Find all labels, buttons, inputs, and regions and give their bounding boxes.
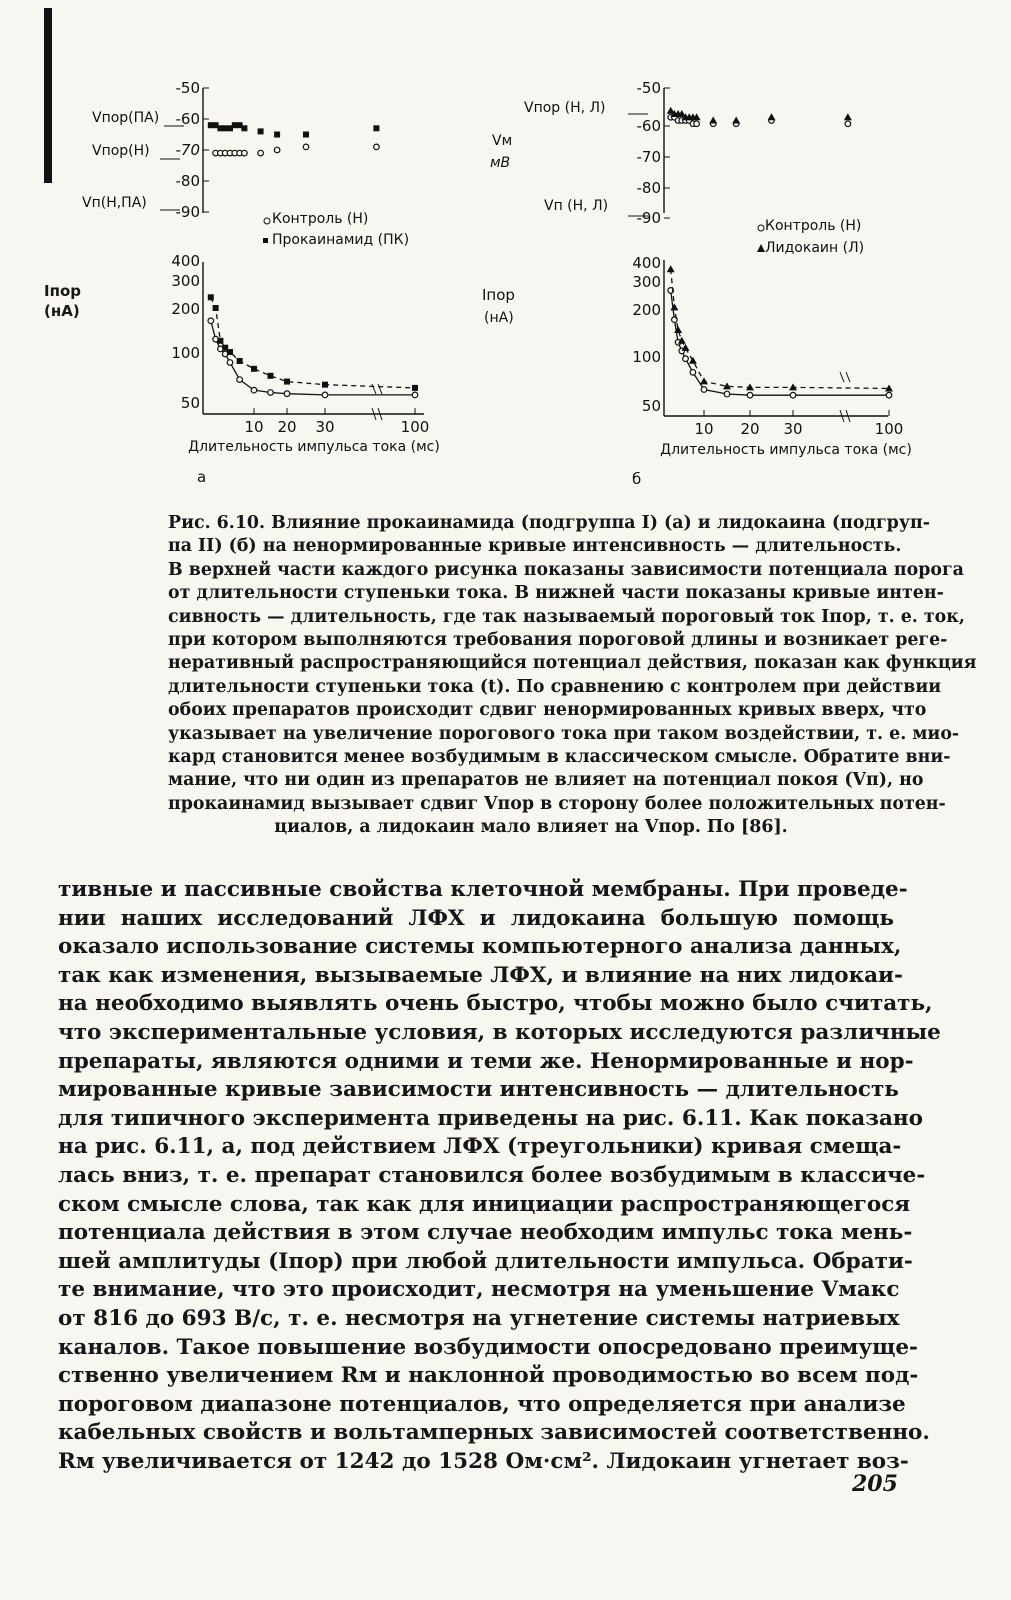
data-point bbox=[732, 117, 740, 124]
a-bottom-ytick-label: 400 bbox=[171, 252, 200, 270]
legend-triangle-marker bbox=[757, 244, 765, 252]
b-xtick-label: 20 bbox=[740, 420, 760, 438]
a-bottom-ytick-label: 300 bbox=[171, 272, 200, 290]
body-text-line: пороговом диапазоне потенциалов, что определяется при анализе bbox=[58, 1391, 906, 1417]
a-bottom-ytick-label: 50 bbox=[180, 394, 200, 412]
caption-line: сивность — длительность, где так называемый пороговый ток Iпор, т. е. ток, bbox=[168, 606, 965, 627]
a-bottom-marks bbox=[208, 294, 418, 397]
a-top-tick-label: -60 bbox=[175, 110, 200, 128]
b-legend-control: Контроль (Н) bbox=[765, 218, 862, 234]
legend-circle-marker bbox=[264, 218, 270, 224]
data-point bbox=[845, 121, 851, 127]
body-text-line: ском смысле слова, так как для инициации распространяющегося bbox=[58, 1191, 911, 1217]
body-text bbox=[58, 876, 941, 1476]
figure-caption bbox=[168, 512, 977, 840]
data-point bbox=[251, 387, 257, 393]
data-point bbox=[844, 113, 852, 120]
a-bottom-ticks bbox=[254, 408, 415, 414]
margin-fragment-iпор: Iпор bbox=[44, 282, 81, 300]
a-top-side-label: Vпор(Н) bbox=[92, 143, 150, 159]
data-point bbox=[709, 117, 717, 124]
a-xlabel: Длительность импульса тока (мс) bbox=[188, 439, 440, 455]
data-point bbox=[724, 391, 730, 397]
a-top-tick-label: -70 bbox=[175, 141, 200, 159]
panel-letter-a: а bbox=[197, 468, 207, 486]
body-text-line: лась вниз, т. е. препарат становился более возбудимым в классиче- bbox=[58, 1162, 926, 1188]
a-top-marks bbox=[208, 122, 380, 156]
data-point bbox=[274, 147, 280, 153]
data-point bbox=[768, 113, 776, 120]
caption-line: обоих препаратов происходит сдвиг ненормированных кривых вверх, что bbox=[168, 700, 927, 721]
data-point bbox=[268, 373, 274, 379]
b-top-side-label: Vм bbox=[492, 133, 513, 149]
data-point bbox=[303, 132, 309, 138]
caption-line: указывает на увеличение порогового тока при таком воздействии, т. е. мио- bbox=[168, 723, 960, 744]
b-xtick-label: 30 bbox=[783, 420, 803, 438]
b-bottom-ytick-label: 200 bbox=[632, 301, 661, 319]
caption-line: па II) (б) на ненормированные кривые интенсивность — длительность. bbox=[168, 536, 902, 557]
caption-line: прокаинамид вызывает сдвиг Vпор в сторону более положительных потен- bbox=[168, 793, 946, 814]
figure-b-svg bbox=[480, 70, 940, 500]
figure-a-svg bbox=[60, 70, 520, 500]
body-text-line: оказало использование системы компьютерного анализа данных, bbox=[58, 934, 902, 960]
data-point bbox=[227, 349, 233, 355]
figure-a bbox=[60, 70, 520, 500]
b-top-tick-label: -90 bbox=[636, 209, 661, 227]
b-bottom-ylabel: (нА) bbox=[484, 310, 514, 326]
body-text-line: препараты, являются одними и теми же. Ненормированные и нор- bbox=[58, 1048, 914, 1074]
b-top-marks bbox=[667, 107, 852, 127]
caption-line: мание, что ни один из препаратов не влияет на потенциал покоя (Vп), но bbox=[168, 770, 924, 791]
b-axis-break bbox=[840, 372, 850, 422]
b-bottom-ytick-label: 50 bbox=[641, 397, 661, 415]
b-legend-lidocaine: Лидокаин (Л) bbox=[765, 240, 865, 256]
b-top-tick-label: -50 bbox=[636, 79, 661, 97]
figure-b bbox=[480, 70, 940, 500]
b-bottom-ytick-label: 300 bbox=[632, 273, 661, 291]
body-text-line: так как изменения, вызываемые ЛФХ, и влияние на них лидокаи- bbox=[58, 962, 903, 988]
caption-line: Рис. 6.10. Влияние прокаинамида (подгруппа I) (а) и лидокаина (подгруп- bbox=[168, 513, 930, 533]
b-bottom-ylabel: Iпор bbox=[482, 286, 515, 304]
data-point bbox=[268, 390, 274, 396]
a-top-tick-label: -90 bbox=[175, 203, 200, 221]
page-number: 205 bbox=[852, 1471, 898, 1497]
a-xtick-label: 100 bbox=[400, 418, 430, 436]
caption-line: В верхней части каждого рисунка показаны зависимости потенциала порога bbox=[168, 559, 964, 580]
panel-letter-b: б bbox=[632, 470, 642, 488]
body-text-line: кабельных свойств и вольтамперных зависимостей соответственно. bbox=[58, 1420, 930, 1446]
data-point bbox=[217, 338, 223, 344]
body-text-line: каналов. Такое повышение возбудимости опосредовано преимуще- bbox=[58, 1334, 918, 1360]
data-point bbox=[322, 392, 328, 398]
series-line bbox=[671, 269, 889, 388]
data-point bbox=[241, 125, 247, 131]
a-bottom-ytick-label: 200 bbox=[171, 300, 200, 318]
data-point bbox=[690, 370, 696, 376]
data-point bbox=[412, 385, 418, 391]
data-point bbox=[373, 125, 379, 131]
b-bottom-ytick-label: 100 bbox=[632, 348, 661, 366]
b-xtick-label: 10 bbox=[694, 420, 714, 438]
a-xtick-label: 10 bbox=[244, 418, 264, 436]
data-point bbox=[886, 392, 892, 398]
b-top-tick-label: -80 bbox=[636, 179, 661, 197]
data-point bbox=[258, 128, 264, 134]
caption-line: длительности ступеньки тока (t). По сравнению с контролем при действии bbox=[168, 676, 942, 697]
a-legend-procainamide: Прокаинамид (ПК) bbox=[272, 232, 410, 248]
data-point bbox=[683, 356, 689, 362]
data-point bbox=[284, 391, 290, 397]
a-top-side-label: Vп(Н,ПА) bbox=[82, 195, 147, 211]
data-point bbox=[242, 150, 248, 156]
margin-fragment-na: (нА) bbox=[44, 302, 80, 320]
b-top-side-label: Vп (Н, Л) bbox=[544, 198, 609, 214]
a-bottom-ytick-label: 100 bbox=[171, 344, 200, 362]
data-point bbox=[322, 382, 328, 388]
body-text-line: на необходимо выявлять очень быстро, чтобы можно было считать, bbox=[58, 991, 933, 1017]
body-text-line: что экспериментальные условия, в которых исследуются различные bbox=[58, 1019, 941, 1045]
body-text-line: от 816 до 693 В/с, т. е. несмотря на угнетение системы натриевых bbox=[58, 1305, 900, 1331]
body-text-line: мированные кривые зависимости интенсивность — длительность bbox=[58, 1077, 899, 1103]
series-line bbox=[211, 321, 415, 395]
data-point bbox=[374, 144, 380, 150]
a-xtick-label: 30 bbox=[315, 418, 335, 436]
data-point bbox=[237, 358, 243, 364]
data-point bbox=[667, 265, 675, 272]
body-text-line: нии наших исследований ЛФХ и лидокаина большую помощь bbox=[58, 905, 894, 931]
caption-line: циалов, а лидокаин мало влияет на Vпор. По [86]. bbox=[274, 817, 788, 838]
data-point bbox=[274, 132, 280, 138]
legend-circle-marker bbox=[758, 225, 764, 231]
data-point bbox=[227, 360, 233, 366]
a-top-side-label: Vпор(ПА) bbox=[92, 110, 160, 126]
data-point bbox=[237, 377, 243, 383]
b-xlabel: Длительность импульса тока (мс) bbox=[660, 442, 912, 458]
caption-line: неративный распространяющийся потенциал действия, показан как функция bbox=[168, 653, 977, 674]
data-point bbox=[747, 392, 753, 398]
body-text-line: Rм увеличивается от 1242 до 1528 Ом·см². Лидокаин угнетает воз- bbox=[58, 1448, 909, 1474]
scan-edge bbox=[44, 8, 52, 183]
data-point bbox=[694, 121, 700, 127]
body-text-line: для типичного эксперимента приведены на рис. 6.11. Как показано bbox=[58, 1105, 923, 1131]
data-point bbox=[258, 150, 264, 156]
data-point bbox=[701, 387, 707, 393]
body-text-line: шей амплитуды (Iпор) при любой длительности импульса. Обрати- bbox=[58, 1248, 913, 1274]
data-point bbox=[670, 303, 678, 310]
body-text-line: потенциала действия в этом случае необходим импульс тока мень- bbox=[58, 1220, 913, 1246]
b-bottom-ticks bbox=[704, 410, 889, 416]
a-xtick-label: 20 bbox=[277, 418, 297, 436]
caption-line: при котором выполняются требования пороговой длины и возникает реге- bbox=[168, 630, 948, 651]
body-text-line: тивные и пассивные свойства клеточной мембраны. При проведе- bbox=[58, 877, 908, 902]
a-top-tick-label: -50 bbox=[175, 79, 200, 97]
b-top-ticks bbox=[664, 88, 670, 218]
data-point bbox=[303, 144, 309, 150]
data-point bbox=[208, 294, 214, 300]
body-text-line: ственно увеличением Rм и наклонной проводимостью во всем под- bbox=[58, 1363, 919, 1389]
data-point bbox=[251, 366, 257, 372]
b-bottom-ytick-label: 400 bbox=[632, 254, 661, 272]
data-point bbox=[682, 344, 690, 351]
b-top-tick-label: -70 bbox=[636, 148, 661, 166]
data-point bbox=[284, 379, 290, 385]
caption-line: от длительности ступеньки тока. В нижней части показаны кривые интен- bbox=[168, 583, 944, 604]
b-top-tick-label: -60 bbox=[636, 117, 661, 135]
a-legend-control: Контроль (Н) bbox=[272, 211, 369, 227]
data-point bbox=[208, 318, 214, 324]
series-line bbox=[211, 297, 415, 388]
b-xtick-label: 100 bbox=[874, 420, 904, 438]
data-point bbox=[790, 392, 796, 398]
b-top-side-label: Vпор (Н, Л) bbox=[524, 100, 606, 116]
data-point bbox=[213, 305, 219, 311]
body-text-line: те внимание, что это происходит, несмотря на уменьшение Vмакс bbox=[58, 1277, 900, 1303]
legend-square-marker bbox=[263, 238, 268, 243]
a-top-tick-label: -80 bbox=[175, 172, 200, 190]
data-point bbox=[689, 357, 697, 364]
body-text-line: на рис. 6.11, а, под действием ЛФХ (треугольники) кривая смеща- bbox=[58, 1134, 902, 1160]
a-top-ticks bbox=[203, 88, 209, 212]
data-point bbox=[412, 392, 418, 398]
caption-line: кард становится менее возбудимым в классическом смысле. Обратите вни- bbox=[168, 747, 951, 768]
data-point bbox=[700, 377, 708, 384]
b-top-side-label: мВ bbox=[490, 155, 511, 171]
b-bottom-marks bbox=[667, 265, 893, 398]
